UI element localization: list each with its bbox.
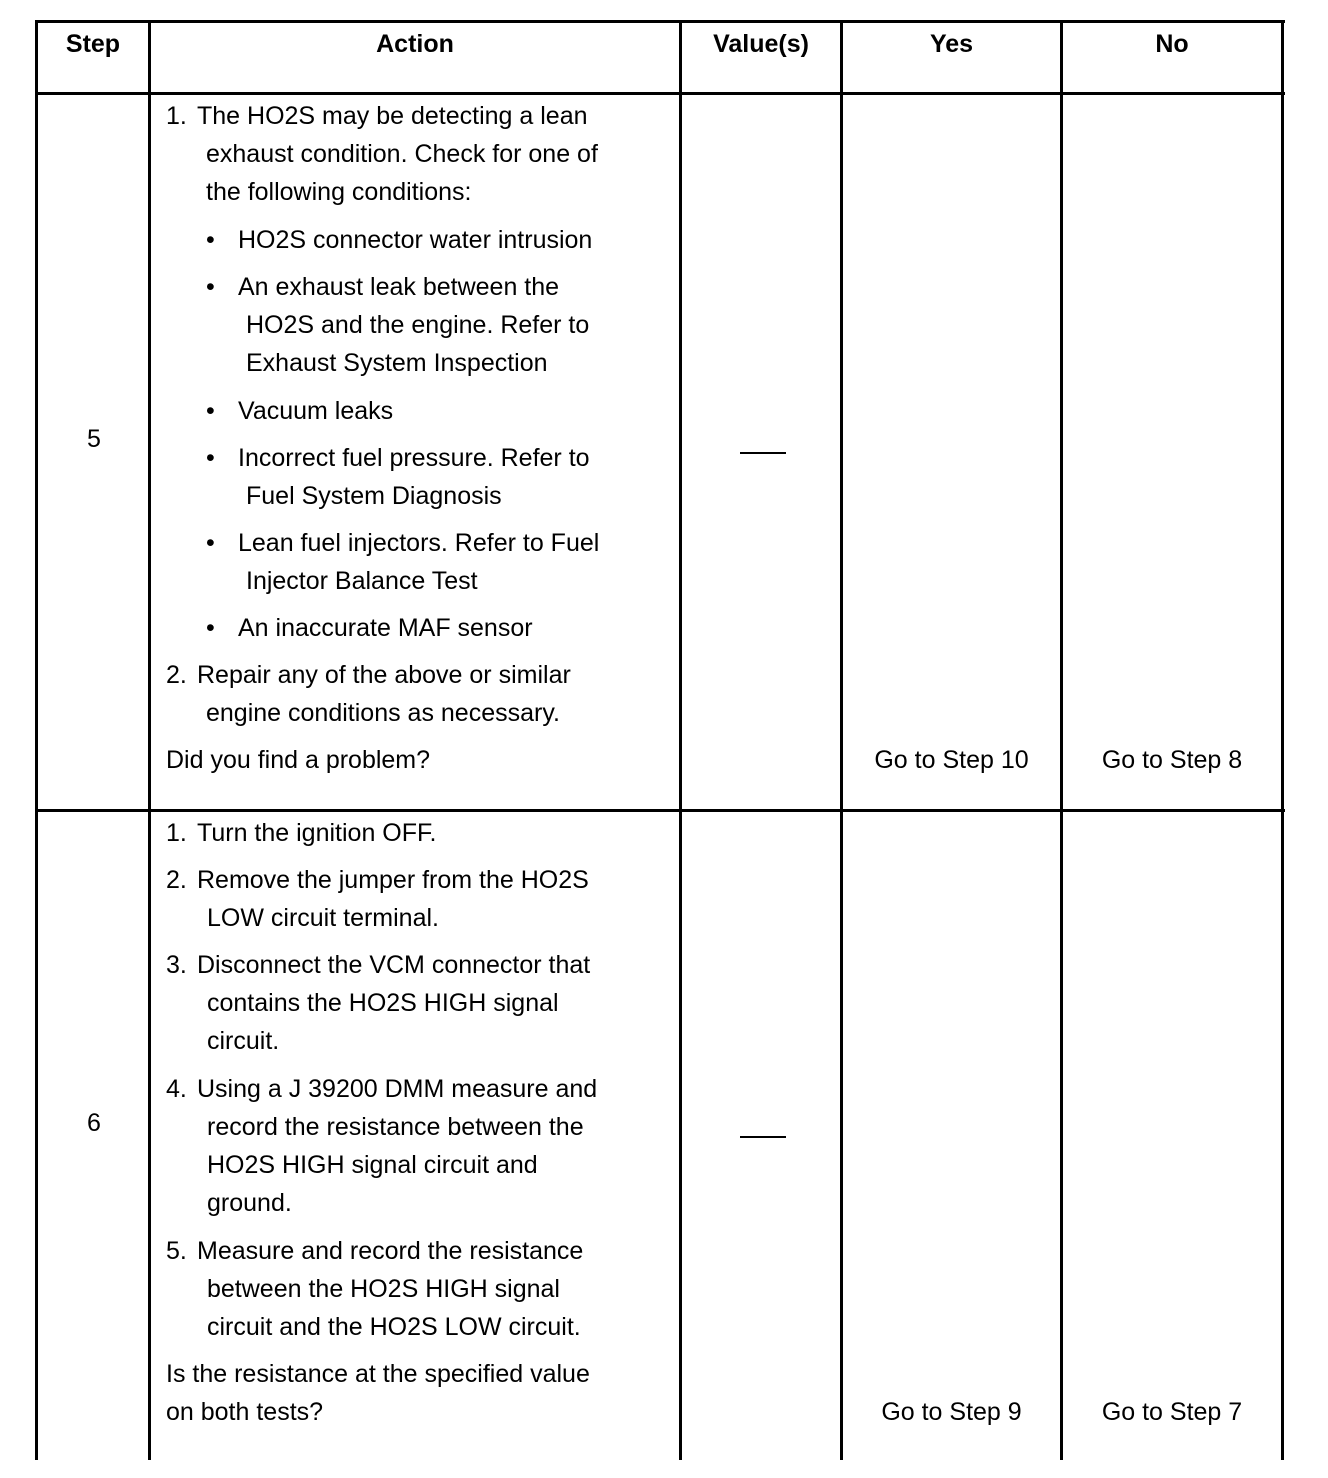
action-line: HO2S HIGH signal circuit and bbox=[207, 1151, 538, 1179]
bullet-line: Incorrect fuel pressure. Refer to bbox=[238, 444, 590, 472]
bullet-line: Vacuum leaks bbox=[238, 397, 394, 425]
action-question: Is the resistance at the specified value bbox=[166, 1360, 590, 1388]
bullet-dot: • bbox=[206, 397, 215, 425]
action-line: the following conditions: bbox=[206, 178, 472, 206]
bullet-line: Lean fuel injectors. Refer to Fuel bbox=[238, 529, 600, 557]
action-line: exhaust condition. Check for one of bbox=[206, 140, 598, 168]
bullet-dot: • bbox=[206, 614, 215, 642]
table-left-border bbox=[35, 20, 38, 1460]
action-item-number: 5. bbox=[166, 1237, 187, 1265]
action-line: contains the HO2S HIGH signal bbox=[207, 989, 559, 1017]
action-line: circuit. bbox=[207, 1027, 280, 1055]
bullet-line: An inaccurate MAF sensor bbox=[238, 614, 533, 642]
value-dash bbox=[740, 1136, 786, 1138]
header-yes: Yes bbox=[929, 30, 974, 58]
action-line: Turn the ignition OFF. bbox=[197, 819, 437, 847]
action-line: between the HO2S HIGH signal bbox=[207, 1275, 560, 1303]
action-line: Remove the jumper from the HO2S bbox=[197, 866, 589, 894]
action-line: The HO2S may be detecting a lean bbox=[197, 102, 588, 130]
action-line: Measure and record the resistance bbox=[197, 1237, 584, 1265]
table-top-border bbox=[35, 20, 1285, 23]
table-right-border bbox=[1281, 20, 1284, 1460]
action-item-number: 2. bbox=[166, 661, 187, 689]
col-divider-step-action bbox=[148, 20, 151, 1460]
row-divider bbox=[35, 809, 1285, 812]
bullet-line: HO2S connector water intrusion bbox=[238, 226, 593, 254]
action-item-number: 3. bbox=[166, 951, 187, 979]
col-divider-action-values bbox=[679, 20, 682, 1460]
col-divider-values-yes bbox=[840, 20, 843, 1460]
bullet-line: HO2S and the engine. Refer to bbox=[246, 311, 590, 339]
action-line: ground. bbox=[207, 1189, 292, 1217]
action-question: Did you find a problem? bbox=[166, 746, 431, 774]
step-number: 6 bbox=[87, 1109, 101, 1137]
bullet-dot: • bbox=[206, 226, 215, 254]
no-result: Go to Step 8 bbox=[1101, 746, 1243, 774]
header-step: Step bbox=[65, 30, 121, 58]
bullet-line: Exhaust System Inspection bbox=[246, 349, 548, 377]
bullet-dot: • bbox=[206, 444, 215, 472]
step-number: 5 bbox=[87, 425, 101, 453]
header-bottom-border bbox=[35, 92, 1285, 95]
header-values: Value(s) bbox=[713, 30, 809, 58]
action-item-number: 1. bbox=[166, 102, 187, 130]
action-line: record the resistance between the bbox=[207, 1113, 584, 1141]
header-action: Action bbox=[376, 30, 454, 58]
bullet-dot: • bbox=[206, 529, 215, 557]
action-line: LOW circuit terminal. bbox=[207, 904, 439, 932]
header-no: No bbox=[1155, 30, 1189, 58]
action-item-number: 1. bbox=[166, 819, 187, 847]
bullet-line: Injector Balance Test bbox=[246, 567, 478, 595]
action-question: on both tests? bbox=[166, 1398, 324, 1426]
no-result: Go to Step 7 bbox=[1101, 1398, 1243, 1426]
yes-result: Go to Step 9 bbox=[881, 1398, 1022, 1426]
action-line: Disconnect the VCM connector that bbox=[197, 951, 591, 979]
bullet-line: Fuel System Diagnosis bbox=[246, 482, 502, 510]
bullet-dot: • bbox=[206, 273, 215, 301]
action-line: engine conditions as necessary. bbox=[206, 699, 560, 727]
action-item-number: 4. bbox=[166, 1075, 187, 1103]
yes-result: Go to Step 10 bbox=[874, 746, 1029, 774]
action-item-number: 2. bbox=[166, 866, 187, 894]
bullet-line: An exhaust leak between the bbox=[238, 273, 560, 301]
col-divider-yes-no bbox=[1060, 20, 1063, 1460]
action-line: Using a J 39200 DMM measure and bbox=[197, 1075, 598, 1103]
action-line: Repair any of the above or similar bbox=[197, 661, 571, 689]
action-line: circuit and the HO2S LOW circuit. bbox=[207, 1313, 581, 1341]
value-dash bbox=[740, 452, 786, 454]
